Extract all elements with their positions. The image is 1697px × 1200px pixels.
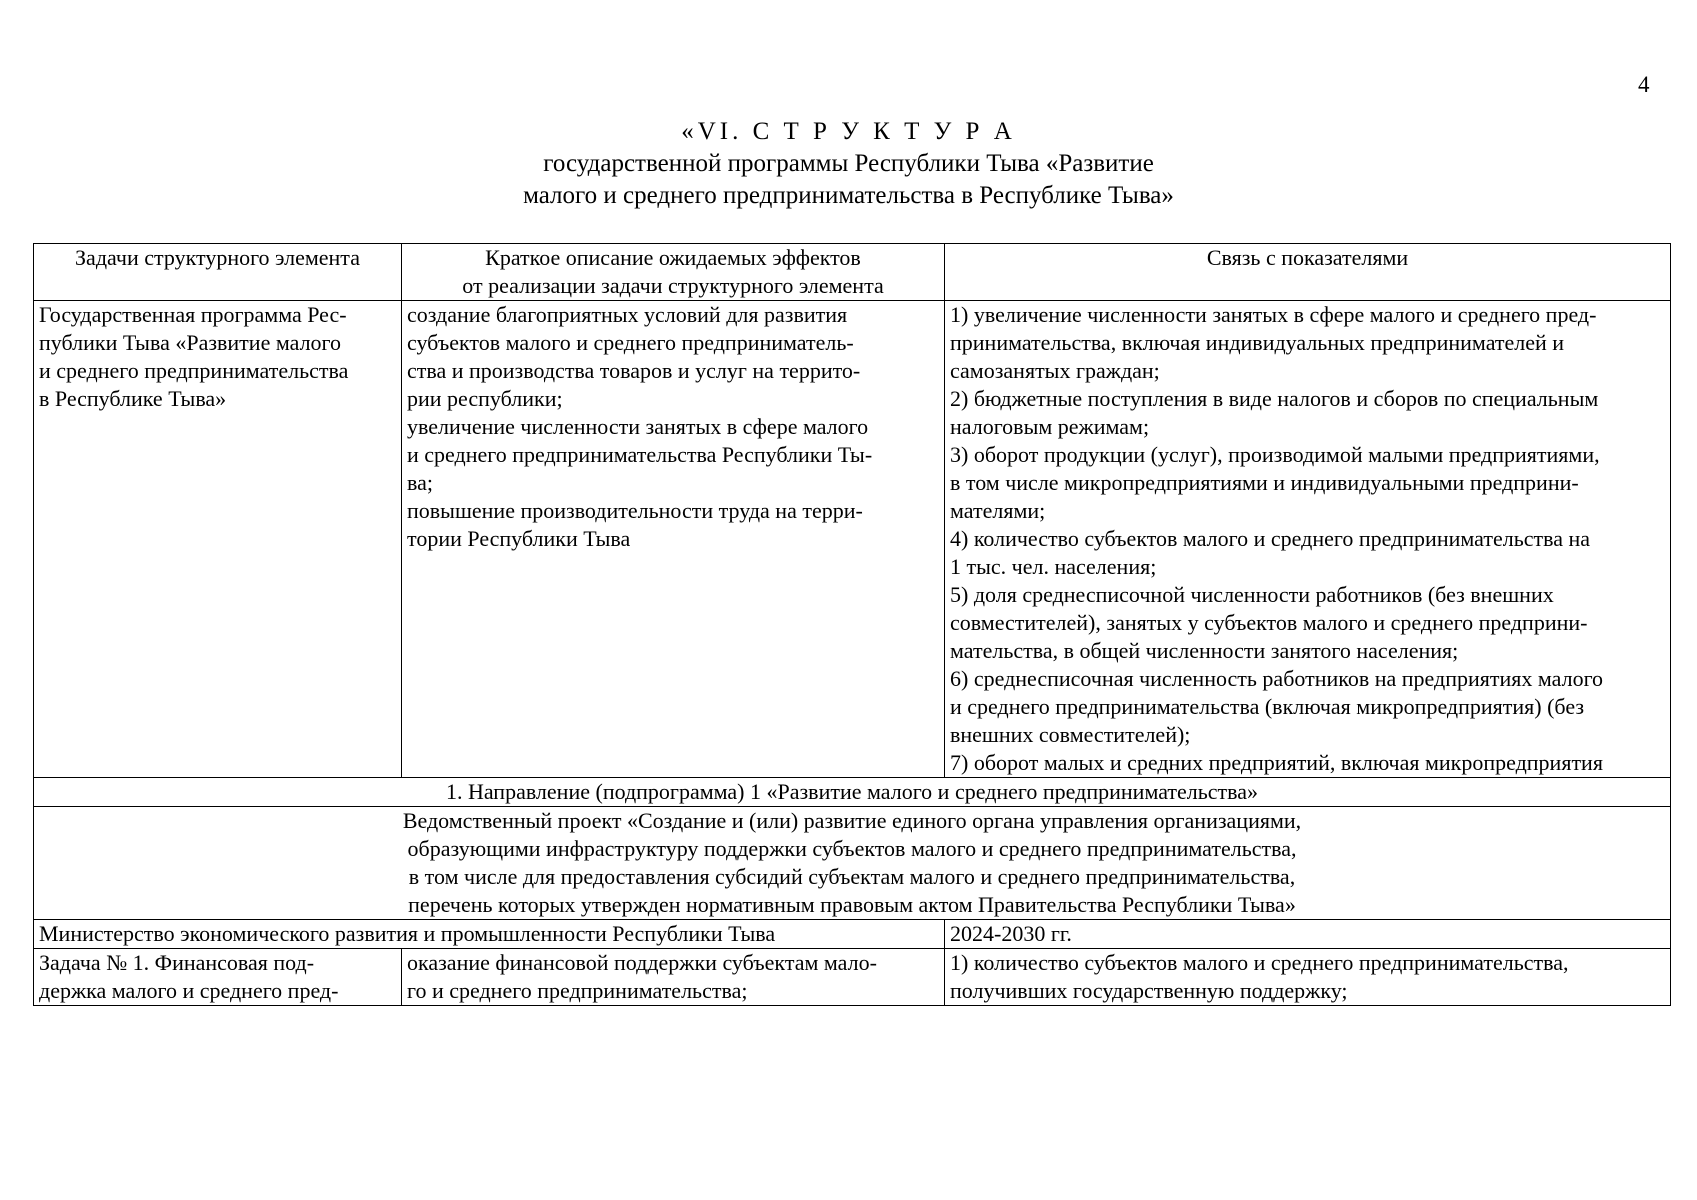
- table-row: [34, 807, 1671, 920]
- table-row: [34, 778, 1671, 807]
- heading-subtitle-line-1: государственной программы Республики Тыва «Развитие: [543, 150, 1154, 177]
- table-row: [34, 301, 1671, 778]
- period-cell: 2024-2030 гг.: [945, 920, 1671, 949]
- heading-title: «VI. С Т Р У К Т У Р А: [681, 118, 1016, 145]
- table-row: [34, 920, 1671, 949]
- table-row: [34, 949, 1671, 1006]
- task1-task-cell: Задача № 1. Финансовая под- держка малого и среднего пред-: [34, 949, 402, 1006]
- page-number: 4: [1638, 72, 1650, 97]
- direction-cell: 1. Направление (подпрограмма) 1 «Развитие малого и среднего предпринимательства»: [34, 778, 1671, 807]
- heading-subtitle-line-2: малого и среднего предпринимательства в Республике Тыва»: [523, 182, 1174, 209]
- project-cell: Ведомственный проект «Создание и (или) развитие единого органа управления организациями, образующими инфраструктуру поддержки субъектов малого и среднего предпринимательства, в том числе для предоставления субсидий субъектам малого и среднего предпринимательства, перечень которых утвержден нормативным правовым актом Правительства Республики Тыва»: [34, 807, 1671, 920]
- document-heading: [0, 116, 1697, 212]
- program-indicators-cell: 1) увеличение численности занятых в сфере малого и среднего пред- принимательства, включая индивидуальных предпринимателей и самозанятых граждан; 2) бюджетные поступления в виде налогов и сборов по специальным налоговым режимам; 3) оборот продукции (услуг), производимой малыми предприятиями, в том числе микропредприятиями и индивидуальными предприни- мателями; 4) количество субъектов малого и среднего предпринимательства на 1 тыс. чел. населения; 5) доля среднесписочной численности работников (без внешних совместителей), занятых у субъектов малого и среднего предприни- мательства, в общей численности занятого населения; 6) среднесписочная численность работников на предприятиях малого и среднего предпринимательства (включая микропредприятия) (без внешних совместителей); 7) оборот малых и средних предприятий, включая микропредприятия: [945, 301, 1671, 778]
- responsible-cell: Министерство экономического развития и промышленности Республики Тыва: [34, 920, 945, 949]
- program-effects-cell: создание благоприятных условий для развития субъектов малого и среднего предприниматель- ства и производства товаров и услуг на террито- рии республики; увеличение численности занятых в сфере малого и среднего предпринимательства Республики Ты- ва; повышение производительности труда на терри- тории Республики Тыва: [402, 301, 945, 778]
- task1-effects-cell: оказание финансовой поддержки субъектам мало- го и среднего предпринимательства;: [402, 949, 945, 1006]
- header-effects: Краткое описание ожидаемых эффектов от реализации задачи структурного элемента: [402, 244, 945, 301]
- header-indicators: Связь с показателями: [945, 244, 1671, 301]
- program-task-cell: Государственная программа Рес- публики Тыва «Развитие малого и среднего предпринимательства в Республике Тыва»: [34, 301, 402, 778]
- table-header-row: [34, 244, 1671, 301]
- header-tasks: Задачи структурного элемента: [34, 244, 402, 301]
- task1-indicators-cell: 1) количество субъектов малого и среднего предпринимательства, получивших государственную поддержку;: [945, 949, 1671, 1006]
- structure-table: [33, 243, 1671, 1006]
